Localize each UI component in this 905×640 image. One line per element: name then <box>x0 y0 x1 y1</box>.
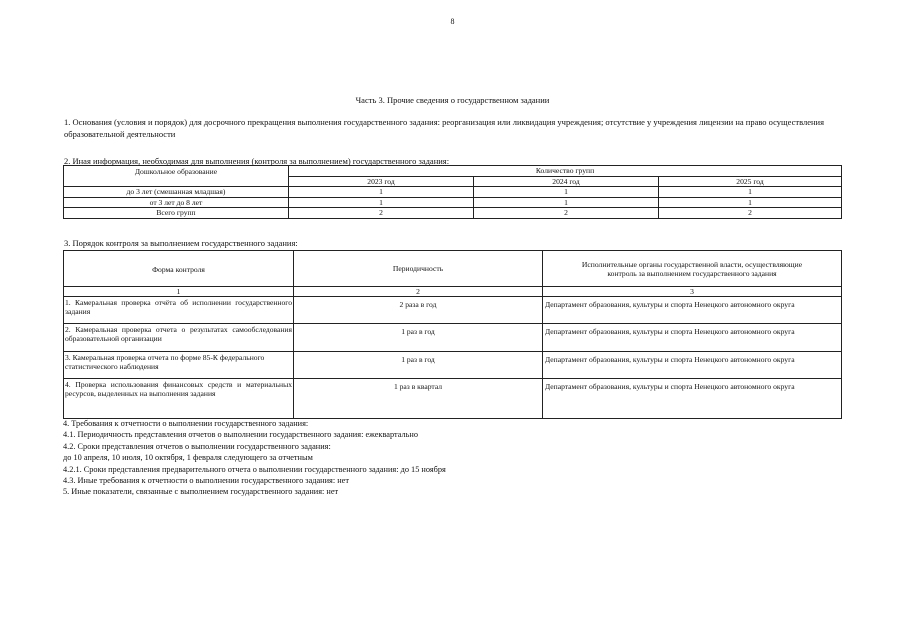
periodicity-cell: 2 раза в год <box>294 297 543 324</box>
control-organ-cell: Департамент образования, культуры и спорта Ненецкого автономного округа <box>543 324 842 352</box>
cell-value: 2 <box>474 208 659 219</box>
control-form-cell: 4. Проверка использования финансовых средств и материальных ресурсов, выделенных на выполнения задания <box>64 379 294 419</box>
requirements-line: 4.3. Иные требования к отчетности о выполнении государственного задания: нет <box>63 476 349 486</box>
cell-value: 1 <box>659 197 842 208</box>
group-count-header: Количество групп <box>289 166 842 177</box>
requirements-line: 5. Иные показатели, связанные с выполнением государственного задания: нет <box>63 487 339 497</box>
control-table-header-row <box>64 251 842 287</box>
cell-value: 2 <box>289 208 474 219</box>
requirements-line: 4.2. Сроки представления отчетов о выполнении государственного задания: <box>63 441 331 451</box>
page-number: 8 <box>450 17 455 26</box>
control-organ-cell: Департамент образования, культуры и спорта Ненецкого автономного округа <box>543 379 842 419</box>
periodicity-cell: 1 раз в год <box>294 324 543 352</box>
part-title: Часть 3. Прочие сведения о государственном задании <box>355 95 550 105</box>
control-form-header: Форма контроля <box>64 251 294 287</box>
cell-value: 1 <box>289 187 474 198</box>
requirements-line: 4.2.1. Сроки представления предварительного отчета о выполнении государственного задания: до 15 ноября <box>63 464 446 474</box>
cell-value: 1 <box>289 197 474 208</box>
table-row <box>64 324 842 352</box>
control-organ-header: Исполнительные органы государственной власти, осуществляющие контроль за выполнением государственного задания <box>543 251 842 287</box>
requirements-line: до 10 апреля, 10 июля, 10 октября, 1 февраля следующего за отчетным <box>63 453 313 463</box>
preschool-header: Дошкольное образование <box>64 166 289 187</box>
section-2-title: 2. Иная информация, необходимая для выполнения (контроля за выполнением) государственного задания: <box>64 156 450 166</box>
section-3-title: 3. Порядок контроля за выполнением государственного задания: <box>64 238 298 248</box>
table-row <box>64 379 842 419</box>
column-number: 2 <box>294 287 543 297</box>
periodicity-cell: 1 раз в квартал <box>294 379 543 419</box>
table-row <box>64 197 842 208</box>
periodicity-header: Периодичность <box>294 251 543 287</box>
requirements-line: 4.1. Периодичность представления отчетов о выполнении государственного задания: ежеквартально <box>63 430 418 440</box>
row-label: Всего групп <box>64 208 289 219</box>
control-organ-cell: Департамент образования, культуры и спорта Ненецкого автономного округа <box>543 297 842 324</box>
control-table <box>63 250 842 419</box>
groups-table <box>63 165 842 219</box>
control-form-cell: 1. Камеральная проверка отчёта об исполнении государственного задания <box>64 297 294 324</box>
row-label: до 3 лет (смешанная младшая) <box>64 187 289 198</box>
periodicity-cell: 1 раз в год <box>294 352 543 379</box>
table-row <box>64 297 842 324</box>
control-form-cell: 2. Камеральная проверка отчета о результатах самообследования образовательной организации <box>64 324 294 352</box>
cell-value: 1 <box>474 187 659 198</box>
row-label: от 3 лет до 8 лет <box>64 197 289 208</box>
cell-value: 2 <box>659 208 842 219</box>
section-1-text: 1. Основания (условия и порядок) для досрочного прекращения выполнения государственного задания: реорганизация или ликвидация учреждения; отсутствие у учреждения лицензии на право осуществления образовательной деятельности <box>64 117 824 139</box>
column-number: 1 <box>64 287 294 297</box>
table-row <box>64 208 842 219</box>
cell-value: 1 <box>659 187 842 198</box>
groups-table-header-row <box>64 166 842 177</box>
cell-value: 1 <box>474 197 659 208</box>
table-row <box>64 352 842 379</box>
requirements-line: 4. Требования к отчетности о выполнении государственного задания: <box>63 419 309 428</box>
year-2023-header: 2023 год <box>289 176 474 187</box>
column-number: 3 <box>543 287 842 297</box>
control-form-cell: 3. Камеральная проверка отчета по форме 85-К федерального статистического наблюдения <box>64 352 294 379</box>
column-numbers-row <box>64 287 842 297</box>
year-2024-header: 2024 год <box>474 176 659 187</box>
table-row <box>64 187 842 198</box>
requirements-section <box>63 418 446 498</box>
year-2025-header: 2025 год <box>659 176 842 187</box>
control-organ-cell: Департамент образования, культуры и спорта Ненецкого автономного округа <box>543 352 842 379</box>
